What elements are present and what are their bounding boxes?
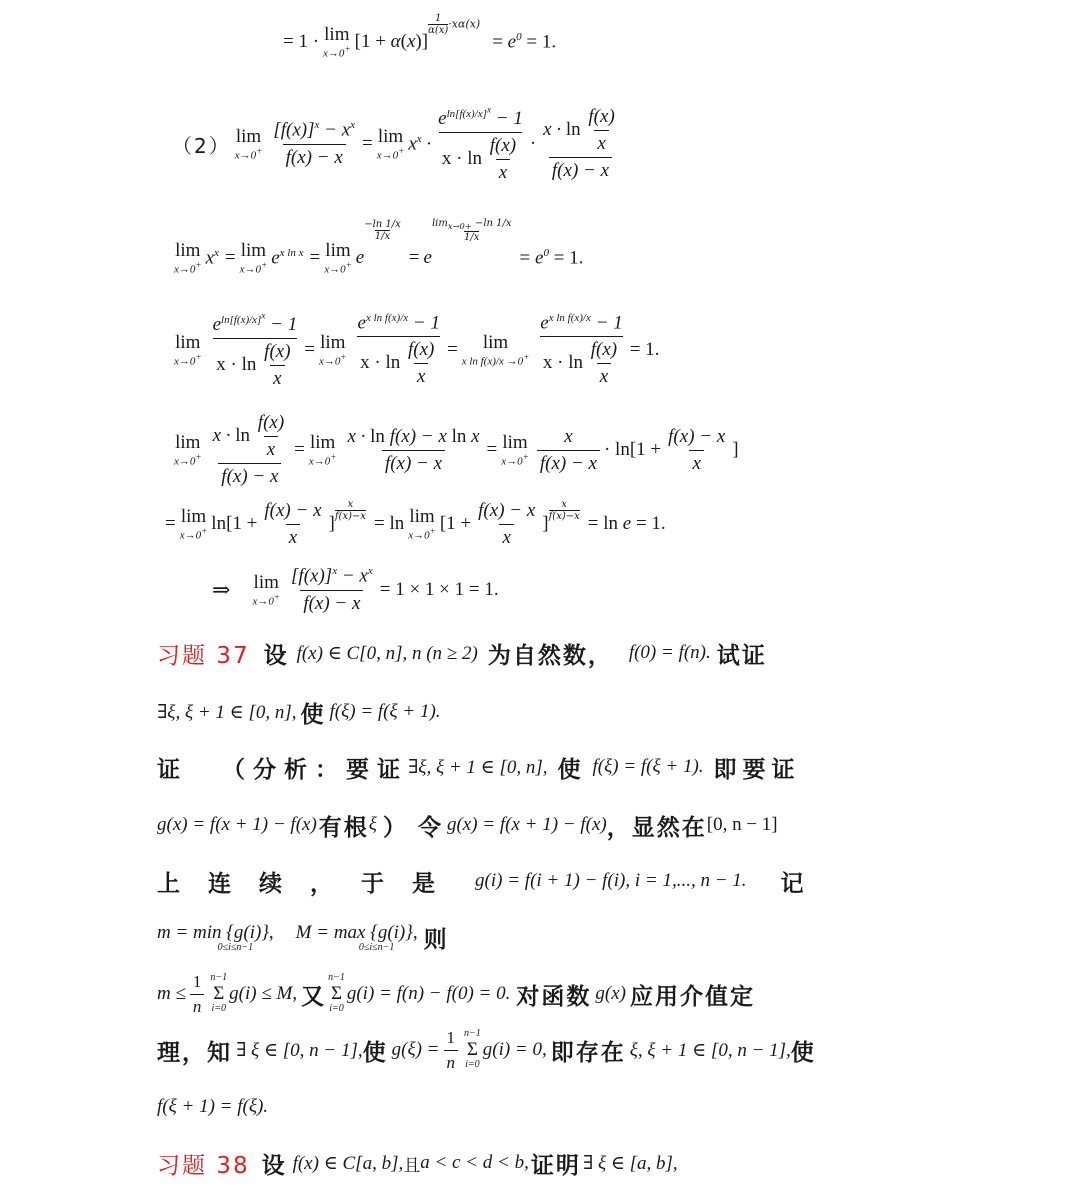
- equation-line-0: = 1 · lim x→0+ [1 + α(x)] $\frac{1}{\alpha(x)}$ ·xα(x) = $e^0 = 1$.: [283, 12, 557, 60]
- implies-result: = 1 × 1 × 1 = 1.: [379, 579, 499, 600]
- equation-lim-xx: lim x→0+ $x^x$ = lim x→0+ $e^{x ln x}$ = lim x→0+ e $\frac{-\ln 1/x}{1/x}$ = e $\frac{\lim_{x\to 0+} -\ln 1/x}{1/x}$ = $e^0 = 1$.: [174, 217, 584, 276]
- exercise-38-label: 习题 38: [157, 1152, 250, 1179]
- exercise-37-label: 习题 37: [157, 642, 250, 669]
- proof-conclusion-line: 理，知 ∃ ξ ∈ [0, n − 1], 使 g(ξ) = $\frac{1}{n}$ n−1 Σ i=0 g(i) = 0, 即存在 ξ, ξ + 1 ∈ [0, n − 1], 使: [157, 1027, 816, 1072]
- part2-label: （2）: [172, 133, 231, 158]
- proof-g-definition-line: g(x) = f(x + 1) − f(x) 有根 ξ ） 令 g(x) = f(x + 1) − f(x) ，显然在 [0, n − 1]: [157, 814, 778, 841]
- proof-final-line: f(ξ + 1) = f(ξ).: [157, 1096, 269, 1117]
- proof-inequality-line: m ≤ $\frac{1}{n}$ n−1 Σ i=0 g(i) ≤ M, 又 n−1 Σ i=0 g(i) = f(n) − f(0) = 0. 对函数 g(x) 应用介值定: [157, 971, 755, 1016]
- equation-part2: （2） lim x→0+ $\frac{[f(x)]^x - x^x}{f(x) - x}$ = lim x→0+ $x^x$ · $e^{ln[f(x)/x]^x} - 1$ x · ln $\frac{f(x)}{x}$ · x · ln $\frac{f(x)}{x}$ f(x) − x: [172, 104, 615, 183]
- exercise-37-line2: ∃ξ, ξ + 1 ∈ [0, n], 使 f(ξ) = f(ξ + 1).: [157, 701, 441, 728]
- equation-implies: ⇒ lim x→0+ $\frac{[f(x)]^x - x^x}{f(x) - x}$ = 1 × 1 × 1 = 1.: [212, 565, 499, 614]
- equation-exp-limit: lim x→0+ $e^{ln[f(x)/x]^x} - 1$ x · ln $\frac{f(x)}{x}$ = lim x→0+ $e^{x ln f(x)/x} - 1$ x · ln $\frac{f(x)}{x}$ = lim x ln f(x)/x →0+ $e^{x ln f(x)/x} - 1$ x · ln $\frac{f(x)}{x}$ = 1.: [174, 310, 660, 389]
- implies-arrow: ⇒: [212, 577, 231, 602]
- equation-log-limit: lim x→0+ x · ln $\frac{f(x)}{x}$ f(x) − x = lim x→0+ $\frac{\text{x · ln f(x) − x ln x}}{f(x) - x}$ = lim x→0+ $\frac{x}{f(x) - x}$ · ln[1 + $\frac{f(x) - x}{x}$ ]: [174, 412, 739, 487]
- proof-continuity-line: 上 连 续 ， 于 是 g(i) = f(i + 1) − f(i), i = 1,..., n − 1. 记: [157, 870, 806, 897]
- exercise-38-statement: 习题 38 设 f(x) ∈ C[a, b], 且 a < c < d < b, 证明 ∃ ξ ∈ [a, b],: [157, 1146, 678, 1180]
- exercise-37-statement: 习题 37 设 f(x) ∈ C[0, n], n (n ≥ 2) 为自然数， f(0) = f(n). 试证: [157, 636, 767, 670]
- proof-analysis-line: 证 （分析：要证 ∃ξ, ξ + 1 ∈ [0, n], 使 f(ξ) = f(ξ + 1). 即要证: [157, 756, 801, 783]
- proof-min-max-line: m = min {g(i)}, 0≤i≤n−1 M = max {g(i)}, 0≤i≤n−1 则: [157, 921, 449, 953]
- equation-ln-e: = lim x→0+ ln[1 + $\frac{f(x) - x}{x}$ ] $\frac{x}{f(x)-x}$ = ln lim x→0+ [1 + $\frac{f(x) - x}{x}$ ] $\frac{x}{f(x)-x}$ = ln e = 1.: [165, 498, 666, 548]
